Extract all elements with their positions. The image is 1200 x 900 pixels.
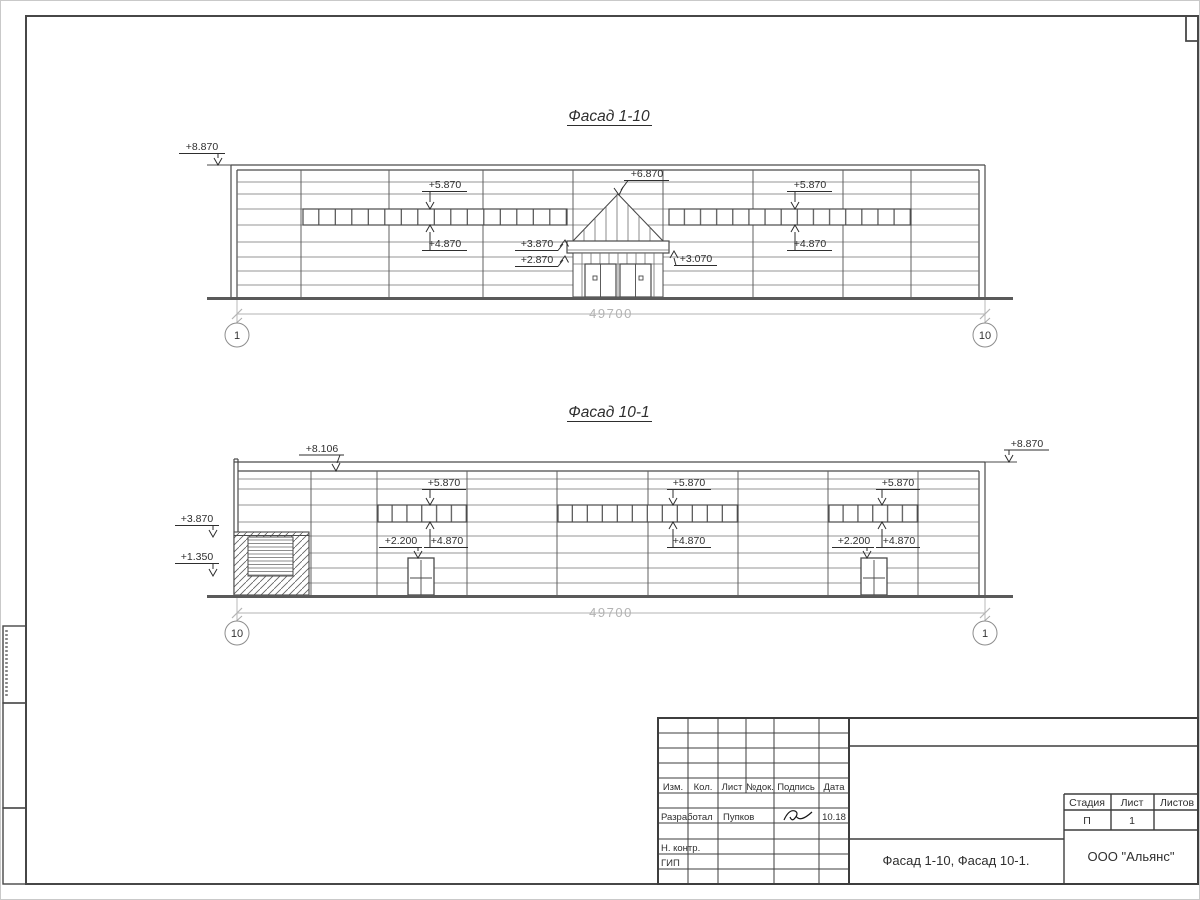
svg-text:+2.200: +2.200 <box>837 535 871 547</box>
elevation-arrow-down-icon <box>214 158 222 165</box>
svg-text:+3.870: +3.870 <box>180 513 214 525</box>
window-ribbon-1 <box>378 505 467 522</box>
window-ribbon-right <box>669 209 911 225</box>
svg-text:+5.870: +5.870 <box>427 477 461 489</box>
window-ribbon-3 <box>829 505 918 522</box>
elevation-marker-band2-bottom <box>667 522 711 548</box>
service-door-2 <box>861 558 887 595</box>
elevation-arrow-down-icon <box>332 463 340 471</box>
door-handle-icon <box>639 276 643 280</box>
company-name: ООО "Альянс" <box>1087 849 1175 864</box>
elevation-arrow-down-icon <box>209 569 217 576</box>
window-ribbon-left <box>303 209 567 225</box>
pilaster-lines <box>311 471 918 595</box>
developer-label: Разработал <box>661 812 713 823</box>
developer-name: Пупков <box>723 812 755 823</box>
developer-date: 10.18 <box>822 812 846 823</box>
view-title-facade-10-1: Фасад 10-1 <box>568 404 650 421</box>
elevation-arrow-up-icon <box>426 225 434 232</box>
sheet-label: Лист <box>1120 797 1144 809</box>
elevation-marker-canopy-bottom <box>515 254 569 267</box>
svg-text:+5.870: +5.870 <box>428 179 462 191</box>
svg-text:1: 1 <box>233 330 241 342</box>
svg-text:+6.870: +6.870 <box>630 168 664 180</box>
stage-value: П <box>1083 815 1091 827</box>
svg-text:49700: 49700 <box>589 306 633 321</box>
svg-text:+4.870: +4.870 <box>793 238 827 250</box>
sheet-value: 1 <box>1129 815 1135 827</box>
svg-text:10: 10 <box>230 628 244 640</box>
col-data: Дата <box>823 782 845 793</box>
elevation-arrow-up-icon <box>878 522 886 529</box>
svg-text:+5.870: +5.870 <box>672 477 706 489</box>
elevation-marker-canopy-top <box>515 238 569 251</box>
elevation-markers <box>179 141 832 267</box>
elevation-arrow-up-icon <box>426 522 434 529</box>
service-door-1 <box>408 558 434 595</box>
window-ribbon-2 <box>558 505 738 522</box>
svg-text:+4.870: +4.870 <box>672 535 706 547</box>
svg-text:+4.870: +4.870 <box>428 238 462 250</box>
elevation-marker-band1-bottom <box>424 522 468 548</box>
elevation-marker-band-left-bottom <box>422 225 467 251</box>
axis-bubble-right <box>973 621 997 645</box>
elevation-arrow-up-icon <box>791 225 799 232</box>
door-handle-icon <box>593 276 597 280</box>
col-kol: Кол. <box>693 782 713 793</box>
svg-text:+5.870: +5.870 <box>881 477 915 489</box>
svg-text:1: 1 <box>981 628 989 640</box>
entrance-canopy <box>567 241 669 253</box>
sheet-svg <box>1 1 1200 900</box>
louver-grille <box>248 537 293 576</box>
col-podpis: Подпись <box>777 782 815 793</box>
dimension-line <box>232 598 990 625</box>
view-title-facade-1-10: Фасад 1-10 <box>568 108 650 125</box>
elevation-marker-door2-top <box>832 535 874 558</box>
elevation-arrow-up-icon <box>669 522 677 529</box>
title-block <box>658 718 1198 884</box>
elevation-marker-roof-peak <box>614 168 669 195</box>
stage-label: Стадия <box>1069 797 1105 809</box>
elevation-marker-left-top <box>179 141 231 165</box>
svg-text:+8.106: +8.106 <box>305 443 339 455</box>
svg-text:49700: 49700 <box>589 605 633 620</box>
elevation-arrow-down-icon <box>426 498 434 505</box>
ncontrol-label: Н. контр. <box>661 843 701 854</box>
elevation-arrow-down-icon <box>863 551 871 558</box>
elevation-marker-band3-top <box>876 477 920 505</box>
pyramid-roof <box>573 194 663 241</box>
elevation-marker-parapet-left <box>299 443 344 471</box>
hatched-block <box>234 532 309 595</box>
elevation-marker-band2-top <box>667 477 711 505</box>
col-list: Лист <box>721 782 743 793</box>
svg-text:+2.870: +2.870 <box>520 254 554 266</box>
svg-text:+3.070: +3.070 <box>679 253 713 265</box>
elevation-marker-left-upper <box>175 513 219 537</box>
facade-1-10-view <box>179 108 1013 347</box>
elevation-arrow-down-icon <box>414 551 422 558</box>
gip-label: ГИП <box>661 858 680 869</box>
elevation-arrow-down-icon <box>878 498 886 505</box>
elevation-arrow-down-icon <box>426 202 434 209</box>
svg-text:10: 10 <box>978 330 992 342</box>
axis-bubble-left <box>225 621 249 645</box>
elevation-marker-left-lower <box>175 551 219 576</box>
axis-bubble-left <box>225 323 249 347</box>
axis-bubble-right <box>973 323 997 347</box>
dimension-line <box>232 300 990 327</box>
svg-text:+3.870: +3.870 <box>520 238 554 250</box>
elevation-arrow-down-icon <box>209 530 217 537</box>
doc-title: Фасад 1-10, Фасад 10-1. <box>882 853 1030 868</box>
facade-10-1-view <box>175 404 1049 645</box>
col-izm: Изм. <box>662 782 684 793</box>
col-ndok: №док. <box>746 782 774 793</box>
elevation-arrow-down-icon <box>1005 455 1013 462</box>
svg-text:+4.870: +4.870 <box>430 535 464 547</box>
elevation-marker-canopy-right <box>670 251 717 266</box>
elevation-arrow-down-icon <box>791 202 799 209</box>
svg-text:+8.870: +8.870 <box>185 141 219 153</box>
elevation-marker-parapet-right <box>985 438 1049 462</box>
svg-text:+5.870: +5.870 <box>793 179 827 191</box>
svg-text:+8.870: +8.870 <box>1010 438 1044 450</box>
frame-corner-box <box>1186 16 1198 41</box>
svg-text:+2.200: +2.200 <box>384 535 418 547</box>
elevation-marker-band1-top <box>422 477 466 505</box>
svg-text:+4.870: +4.870 <box>882 535 916 547</box>
elevation-arrow-down-icon <box>669 498 677 505</box>
elevation-marker-door1-top <box>379 535 422 558</box>
sheets-label: Листов <box>1159 797 1195 809</box>
svg-text:+1.350: +1.350 <box>180 551 214 563</box>
elevation-marker-band-right-bottom <box>787 225 832 251</box>
elevation-marker-band3-bottom <box>876 522 920 548</box>
left-margin-stamps <box>3 626 26 884</box>
